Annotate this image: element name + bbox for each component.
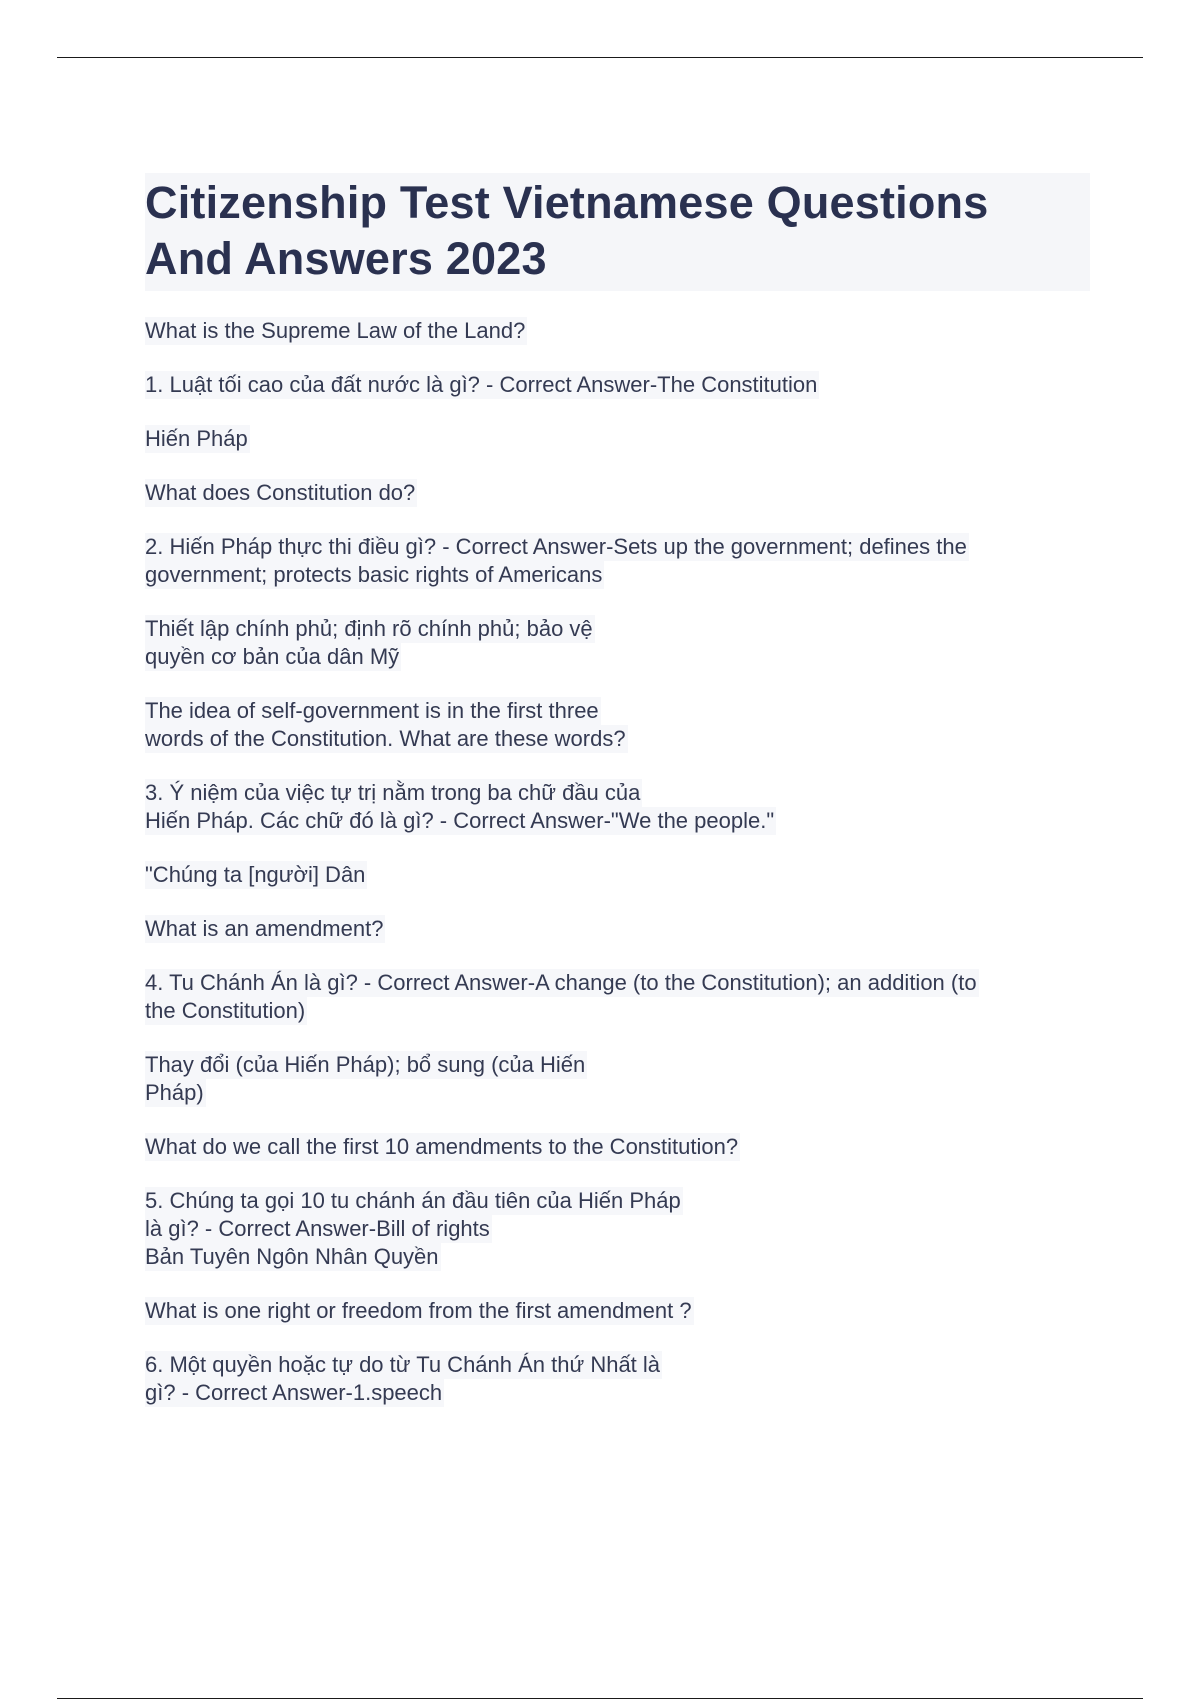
text-line: 3. Ý niệm của việc tự trị nằm trong ba chữ đầu của [145, 780, 641, 805]
top-rule [57, 57, 1143, 58]
paragraph [145, 317, 1090, 345]
paragraph [145, 969, 1090, 1025]
paragraph [145, 861, 1090, 889]
text-line: The idea of self-government is in the first three [145, 698, 599, 723]
text-line: Hiến Pháp. Các chữ đó là gì? - Correct Answer-"We the people." [145, 808, 775, 833]
paragraph [145, 425, 1090, 453]
text-line: 1. Luật tối cao của đất nước là gì? - Correct Answer-The Constitution [145, 372, 818, 397]
paragraph [145, 1187, 1090, 1271]
paragraph [145, 915, 1090, 943]
text-line: Pháp) [145, 1080, 204, 1105]
text-line: "Chúng ta [người] Dân [145, 862, 366, 887]
paragraph [145, 1351, 1090, 1407]
text-line: 6. Một quyền hoặc tự do từ Tu Chánh Án thứ Nhất là [145, 1352, 661, 1377]
paragraph [145, 1297, 1090, 1325]
text-line: gì? - Correct Answer-1.speech [145, 1380, 443, 1405]
title-line-2: And Answers 2023 [145, 233, 547, 284]
paragraph [145, 533, 1090, 589]
text-line: government; protects basic rights of Americans [145, 562, 603, 587]
text-line: What is the Supreme Law of the Land? [145, 318, 526, 343]
question-list [145, 317, 1090, 1407]
paragraph [145, 479, 1090, 507]
text-line: là gì? - Correct Answer-Bill of rights [145, 1216, 490, 1241]
text-line: What do we call the first 10 amendments to the Constitution? [145, 1134, 739, 1159]
paragraph [145, 779, 1090, 835]
paragraph [145, 371, 1090, 399]
document-body [145, 173, 1090, 1433]
paragraph [145, 1051, 1090, 1107]
text-line: words of the Constitution. What are these words? [145, 726, 626, 751]
text-line: Bản Tuyên Ngôn Nhân Quyền [145, 1244, 439, 1269]
text-line: Thay đổi (của Hiến Pháp); bổ sung (của Hiến [145, 1052, 586, 1077]
paragraph [145, 615, 1090, 671]
text-line: Thiết lập chính phủ; định rõ chính phủ; bảo vệ [145, 616, 593, 641]
text-line: 2. Hiến Pháp thực thi điều gì? - Correct Answer-Sets up the government; defines the [145, 534, 967, 559]
text-line: 5. Chúng ta gọi 10 tu chánh án đầu tiên của Hiến Pháp [145, 1188, 681, 1213]
text-line: quyền cơ bản của dân Mỹ [145, 644, 400, 669]
text-line: What is one right or freedom from the first amendment ? [145, 1298, 692, 1323]
text-line: What does Constitution do? [145, 480, 416, 505]
bottom-rule [57, 1698, 1143, 1699]
text-line: What is an amendment? [145, 916, 384, 941]
text-line: the Constitution) [145, 998, 306, 1023]
title-block [145, 173, 1090, 291]
text-line: 4. Tu Chánh Án là gì? - Correct Answer-A change (to the Constitution); an addition (to [145, 970, 977, 995]
title-line-1: Citizenship Test Vietnamese Questions [145, 177, 989, 228]
paragraph [145, 697, 1090, 753]
paragraph [145, 1133, 1090, 1161]
document-title [145, 175, 1090, 287]
text-line: Hiến Pháp [145, 426, 248, 451]
